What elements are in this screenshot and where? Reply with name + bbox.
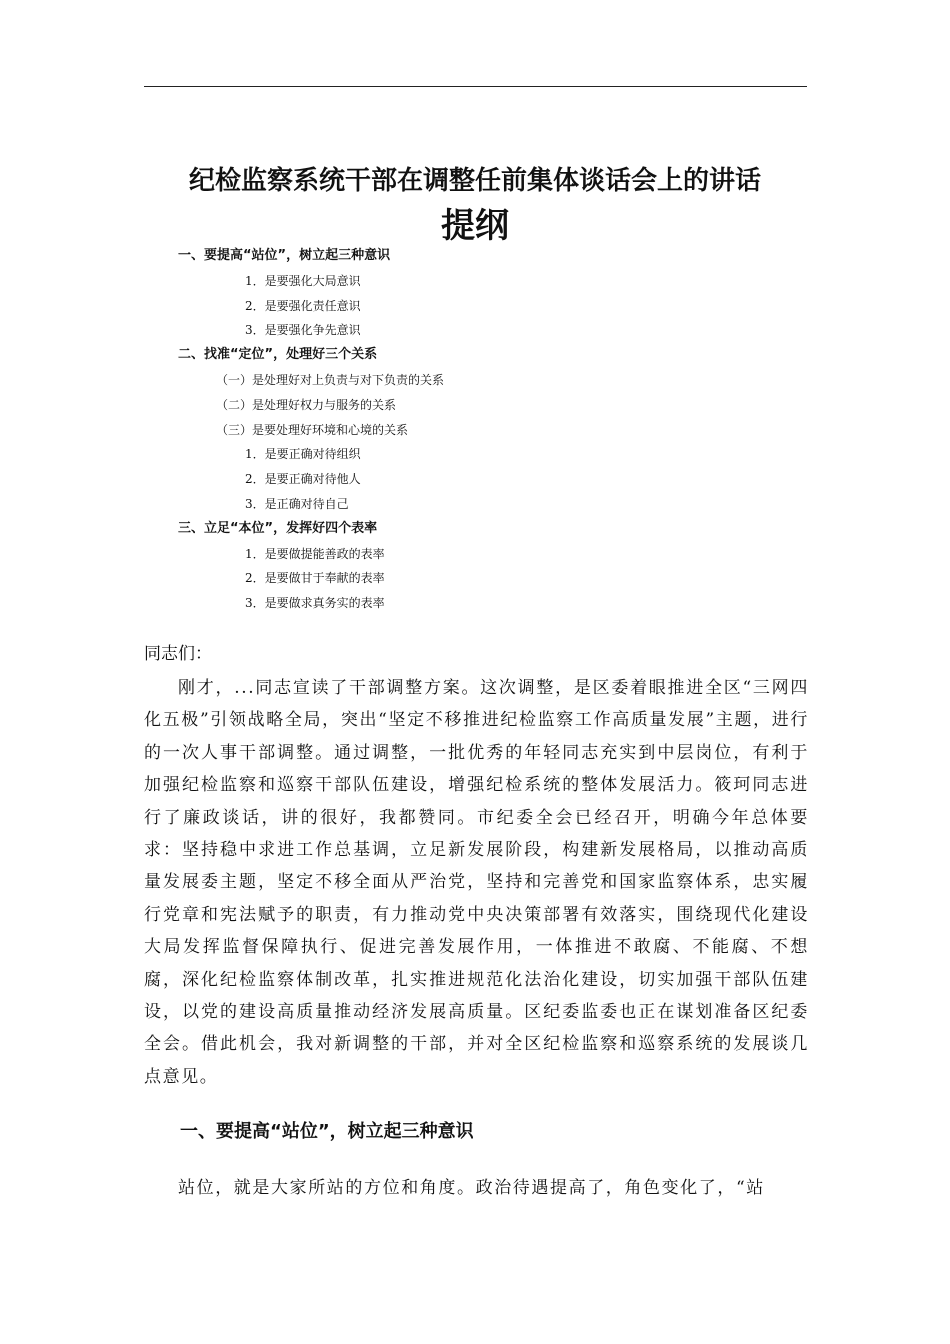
section-heading: 一、要提高“站位”，树立起三种意识 bbox=[180, 1121, 474, 1142]
outline-item: 3．是要做求真务实的表率 bbox=[245, 596, 385, 610]
outline-item: 2．是要正确对待他人 bbox=[245, 472, 361, 486]
outline-item: 1．是要强化大局意识 bbox=[245, 274, 361, 288]
outline-item: 3．是正确对待自己 bbox=[245, 497, 349, 511]
outline-item: 1．是要正确对待组织 bbox=[245, 447, 361, 461]
outline-item: 二、找准“定位”，处理好三个关系 bbox=[178, 347, 378, 362]
outline-item: （二）是处理好权力与服务的关系 bbox=[216, 398, 397, 412]
header-rule bbox=[144, 86, 807, 87]
outline-item: 2．是要强化责任意识 bbox=[245, 299, 361, 313]
document-subtitle: 提纲 bbox=[441, 206, 509, 246]
outline-item: 1．是要做提能善政的表率 bbox=[245, 547, 385, 561]
outline-item: （三）是要处理好环境和心境的关系 bbox=[216, 423, 409, 437]
outline-item: （一）是处理好对上负责与对下负责的关系 bbox=[216, 373, 445, 387]
outline-item: 2．是要做甘于奉献的表率 bbox=[245, 571, 385, 585]
outline-item: 三、立足“本位”，发挥好四个表率 bbox=[178, 521, 378, 536]
outline-item: 一、要提高“站位”，树立起三种意识 bbox=[178, 248, 391, 263]
body-paragraph: 刚才，...同志宣读了干部调整方案。这次调整，是区委着眼推进全区“三网四化五极”引领战略全局，突出“坚定不移推进纪检监察工作高质量发展”主题，进行的一次人事干部调整。通过调整，一批优秀的年轻同志充实到中层岗位，有利于加强纪检监察和巡察干部队伍建设，增强纪检系统的整体发展活力。筱珂同志进行了廉政谈话，讲的很好，我都赞同。市纪委全会已经召开，明确今年总体要求：坚持稳中求进工作总基调，立足新发展阶段，构建新发展格局，以推动高质量发展委主题，坚定不移全面从严治党，坚持和完善党和国家监察体系，忠实履行党章和宪法赋予的职责，有力推动党中央决策部署有效落实，围绕现代化建设大局发挥监督保障执行、促进完善发展作用，一体推进不敢腐、不能腐、不想腐，深化纪检监察体制改革，扎实推进规范化法治化建设，切实加强干部队伍建设，以党的建设高质量推动经济发展高质量。区纪委监委也正在谋划准备区纪委全会。借此机会，我对新调整的干部，并对全区纪检监察和巡察系统的发展谈几点意见。 bbox=[144, 678, 809, 1087]
outline-item: 3．是要强化争先意识 bbox=[245, 323, 361, 337]
body-paragraph: 站位，就是大家所站的方位和角度。政治待遇提高了，角色变化了，“站 bbox=[178, 1178, 765, 1198]
document-title: 纪检监察系统干部在调整任前集体谈话会上的讲话 bbox=[188, 166, 761, 196]
salutation: 同志们： bbox=[144, 644, 212, 664]
